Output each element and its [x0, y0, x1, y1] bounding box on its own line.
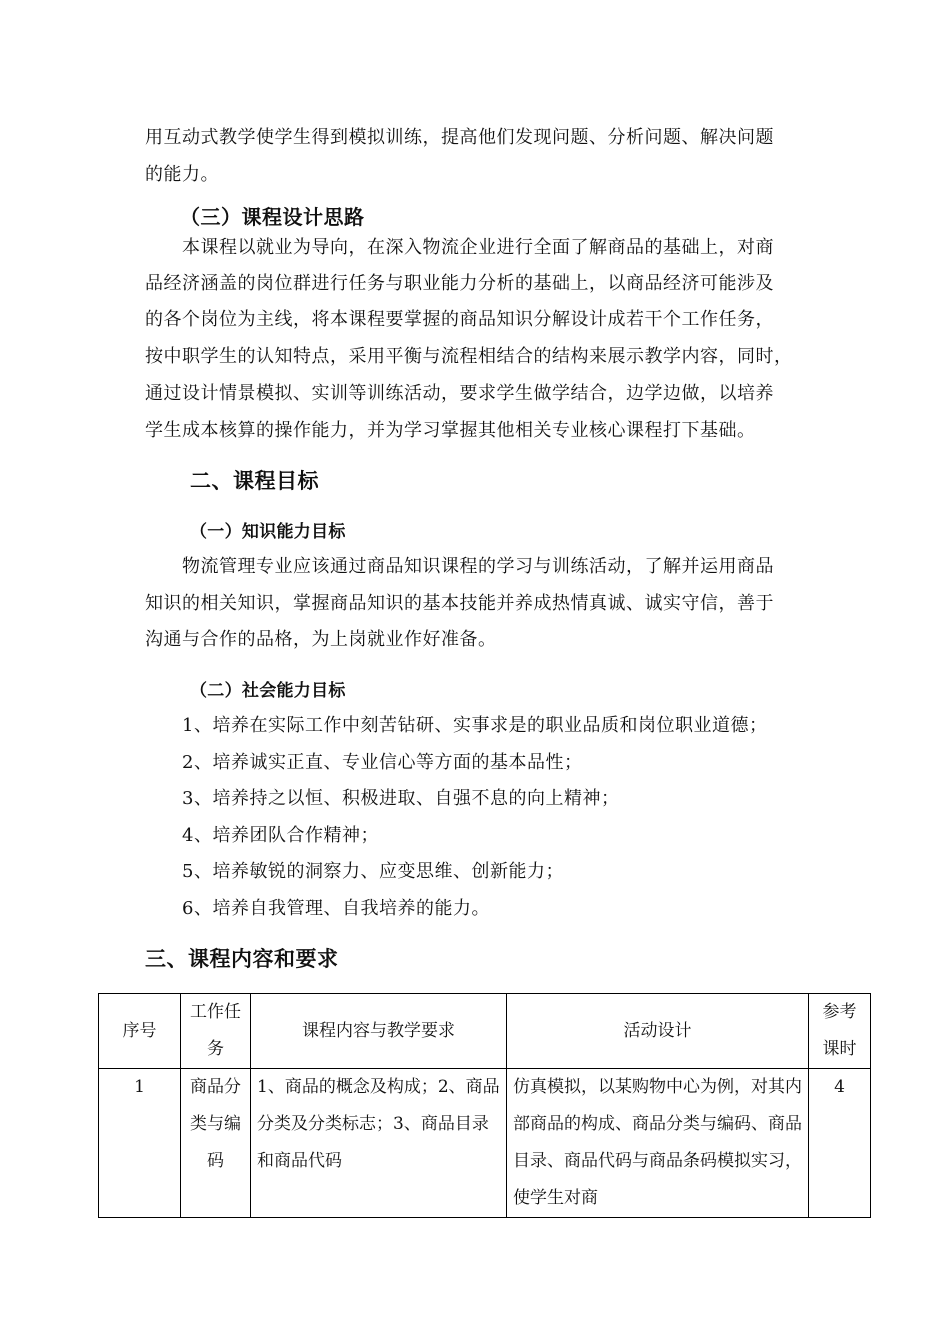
list-item: 1、培养在实际工作中刻苦钻研、实事求是的职业品质和岗位职业道德；	[182, 715, 768, 736]
body-text-line: 学生成本核算的操作能力，并为学习掌握其他相关专业核心课程打下基础。	[145, 420, 756, 441]
body-text-line: 沟通与合作的品格，为上岗就业作好准备。	[145, 629, 497, 650]
list-item: 6、培养自我管理、自我培养的能力。	[182, 898, 490, 919]
list-item: 5、培养敏锐的洞察力、应变思维、创新能力；	[182, 861, 564, 882]
header-activity: 活动设计	[507, 994, 809, 1069]
body-text-line: 的各个岗位为主线，将本课程要掌握的商品知识分解设计成若干个工作任务，	[145, 309, 774, 330]
body-text-line: 通过设计情景模拟、实训等训练活动，要求学生做学结合，边学边做，以培养	[145, 383, 774, 404]
cell-content: 1、商品的概念及构成；2、商品分类及分类标志；3、商品目录和商品代码	[251, 1069, 507, 1218]
section-heading-design: （三）课程设计思路	[180, 205, 365, 229]
body-text-line: 物流管理专业应该通过商品知识课程的学习与训练活动，了解并运用商品	[182, 556, 774, 577]
header-seq: 序号	[99, 994, 181, 1069]
cell-activity: 仿真模拟，以某购物中心为例，对其内部商品的构成、商品分类与编码、商品目录、商品代码与商品条码模拟实习，使学生对商	[507, 1069, 809, 1218]
header-hours: 参考课时	[809, 994, 871, 1069]
body-text-line: 按中职学生的认知特点，采用平衡与流程相结合的结构来展示教学内容，同时，	[145, 346, 793, 367]
course-content-table	[98, 993, 871, 1218]
cell-seq: 1	[99, 1069, 181, 1218]
table-header-row	[99, 994, 871, 1069]
header-content: 课程内容与教学要求	[251, 994, 507, 1069]
cell-task: 商品分类与编码	[181, 1069, 251, 1218]
body-text-line: 的能力。	[145, 164, 219, 185]
list-item: 3、培养持之以恒、积极进取、自强不息的向上精神；	[182, 788, 620, 809]
header-task: 工作任务	[181, 994, 251, 1069]
body-text-line: 用互动式教学使学生得到模拟训练，提高他们发现问题、分析问题、解决问题	[145, 127, 774, 148]
subsection-heading-social: （二）社会能力目标	[190, 681, 346, 701]
body-text-line: 本课程以就业为导向，在深入物流企业进行全面了解商品的基础上，对商	[182, 237, 774, 258]
list-item: 2、培养诚实正直、专业信心等方面的基本品性；	[182, 752, 583, 773]
list-item: 4、培养团队合作精神；	[182, 825, 379, 846]
section-heading-content: 三、课程内容和要求	[145, 947, 339, 971]
body-text-line: 知识的相关知识，掌握商品知识的基本技能并养成热情真诚、诚实守信，善于	[145, 593, 774, 614]
subsection-heading-knowledge: （一）知识能力目标	[190, 522, 346, 542]
cell-hours: 4	[809, 1069, 871, 1218]
table-row	[99, 1069, 871, 1218]
body-text-line: 品经济涵盖的岗位群进行任务与职业能力分析的基础上，以商品经济可能涉及	[145, 273, 774, 294]
section-heading-goals: 二、课程目标	[190, 469, 319, 493]
